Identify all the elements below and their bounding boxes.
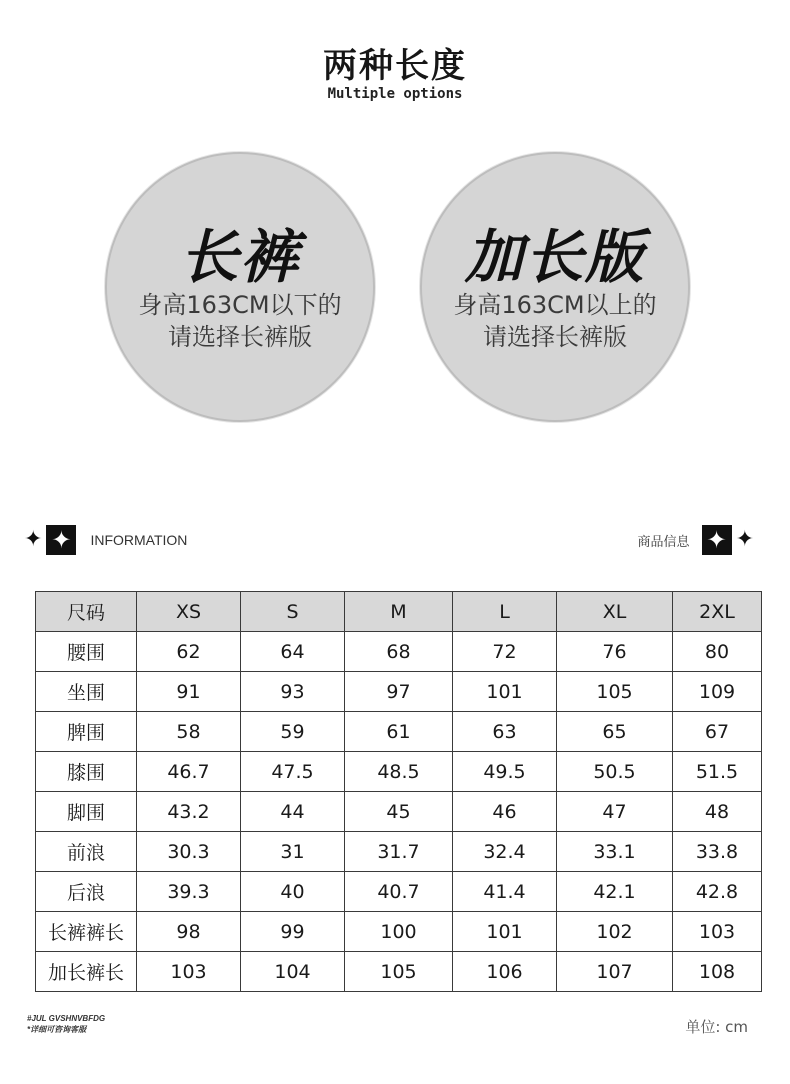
measurement-cell: 47.5 (241, 752, 345, 792)
measurement-cell: 46.7 (137, 752, 241, 792)
measurement-cell: 106 (453, 952, 557, 992)
row-label-cell: 前浪 (36, 832, 137, 872)
measurement-cell: 43.2 (137, 792, 241, 832)
row-label-cell: 脚围 (36, 792, 137, 832)
info-bar-left (24, 524, 187, 556)
measurement-cell: 58 (137, 712, 241, 752)
info-bar-right (638, 524, 754, 556)
table-row (36, 832, 762, 872)
row-label-cell: 腰围 (36, 632, 137, 672)
header-cell: 2XL (673, 592, 762, 632)
size-table (35, 591, 762, 992)
header-cell: M (345, 592, 453, 632)
option-circle-extended (420, 152, 690, 422)
measurement-cell: 51.5 (673, 752, 762, 792)
measurement-cell: 100 (345, 912, 453, 952)
measurement-cell: 76 (557, 632, 673, 672)
measurement-cell: 72 (453, 632, 557, 672)
header-cell: L (453, 592, 557, 632)
measurement-cell: 105 (557, 672, 673, 712)
sparkle-icon: ✦ (735, 527, 754, 552)
information-label: INFORMATION (90, 532, 188, 548)
option-desc-line2: 请选择长裤版 (483, 323, 627, 351)
measurement-cell: 109 (673, 672, 762, 712)
table-row (36, 632, 762, 672)
measurement-cell: 68 (345, 632, 453, 672)
measurement-cell: 62 (137, 632, 241, 672)
measurement-cell: 105 (345, 952, 453, 992)
measurement-cell: 103 (137, 952, 241, 992)
row-label-cell: 脾围 (36, 712, 137, 752)
measurement-cell: 32.4 (453, 832, 557, 872)
measurement-cell: 93 (241, 672, 345, 712)
boxed-sparkle-icon: ✦ (702, 525, 732, 555)
measurement-cell: 99 (241, 912, 345, 952)
header-cell: S (241, 592, 345, 632)
measurement-cell: 67 (673, 712, 762, 752)
measurement-cell: 30.3 (137, 832, 241, 872)
measurement-cell: 42.8 (673, 872, 762, 912)
measurement-cell: 50.5 (557, 752, 673, 792)
measurement-cell: 63 (453, 712, 557, 752)
measurement-cell: 39.3 (137, 872, 241, 912)
table-row (36, 792, 762, 832)
measurement-cell: 31.7 (345, 832, 453, 872)
table-row (36, 912, 762, 952)
measurement-cell: 104 (241, 952, 345, 992)
table-header-row (36, 592, 762, 632)
sparkle-icon: ✦ (24, 527, 43, 552)
measurement-cell: 47 (557, 792, 673, 832)
header-cell: 尺码 (36, 592, 137, 632)
product-info-label: 商品信息 (637, 534, 690, 550)
option-name: 长裤 (179, 223, 300, 291)
option-desc-line1: 身高163CM以下的 (138, 291, 342, 319)
measurement-cell: 33.8 (673, 832, 762, 872)
measurement-cell: 80 (673, 632, 762, 672)
measurement-cell: 40.7 (345, 872, 453, 912)
page-subtitle: Multiple options (327, 86, 463, 102)
header-cell: XL (557, 592, 673, 632)
measurement-cell: 42.1 (557, 872, 673, 912)
option-circle-regular (105, 152, 375, 422)
service-note: *详细可咨询客服 (27, 1025, 87, 1034)
row-label-cell: 坐围 (36, 672, 137, 712)
measurement-cell: 98 (137, 912, 241, 952)
row-label-cell: 膝围 (36, 752, 137, 792)
table-row (36, 872, 762, 912)
unit-label: 单位: cm (685, 1018, 748, 1036)
table-row (36, 952, 762, 992)
measurement-cell: 61 (345, 712, 453, 752)
table-row (36, 712, 762, 752)
measurement-cell: 101 (453, 672, 557, 712)
measurement-cell: 65 (557, 712, 673, 752)
boxed-sparkle-icon: ✦ (46, 525, 76, 555)
header-cell: XS (137, 592, 241, 632)
measurement-cell: 59 (241, 712, 345, 752)
measurement-cell: 33.1 (557, 832, 673, 872)
row-label-cell: 加长裤长 (36, 952, 137, 992)
option-description (422, 289, 688, 353)
measurement-cell: 102 (557, 912, 673, 952)
page-title: 两种长度 (323, 46, 467, 86)
measurement-cell: 64 (241, 632, 345, 672)
option-desc-line1: 身高163CM以上的 (453, 291, 657, 319)
measurement-cell: 31 (241, 832, 345, 872)
footer-notes (27, 1013, 105, 1035)
measurement-cell: 40 (241, 872, 345, 912)
measurement-cell: 49.5 (453, 752, 557, 792)
measurement-cell: 103 (673, 912, 762, 952)
table-row (36, 752, 762, 792)
option-name: 加长版 (464, 223, 645, 291)
table-row (36, 672, 762, 712)
product-code: #JUL GVSHNVBFDG (27, 1014, 106, 1023)
measurement-cell: 48 (673, 792, 762, 832)
measurement-cell: 44 (241, 792, 345, 832)
measurement-cell: 97 (345, 672, 453, 712)
measurement-cell: 107 (557, 952, 673, 992)
measurement-cell: 45 (345, 792, 453, 832)
measurement-cell: 108 (673, 952, 762, 992)
measurement-cell: 46 (453, 792, 557, 832)
row-label-cell: 长裤裤长 (36, 912, 137, 952)
measurement-cell: 41.4 (453, 872, 557, 912)
option-desc-line2: 请选择长裤版 (168, 323, 312, 351)
option-description (107, 289, 373, 353)
measurement-cell: 101 (453, 912, 557, 952)
measurement-cell: 91 (137, 672, 241, 712)
measurement-cell: 48.5 (345, 752, 453, 792)
row-label-cell: 后浪 (36, 872, 137, 912)
